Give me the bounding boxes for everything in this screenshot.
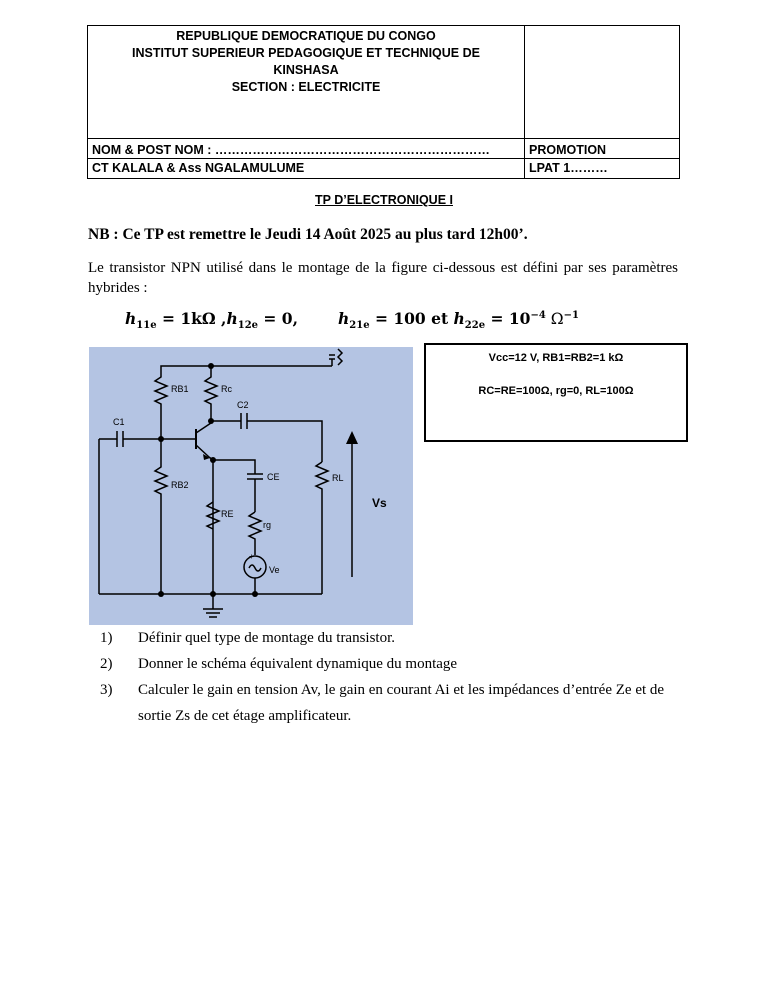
- label-c2: C2: [237, 400, 249, 410]
- intro-paragraph: Le transistor NPN utilisé dans le montage de la figure ci-dessous est défini par ses paramètres hybrides :: [88, 260, 678, 296]
- name-field: NOM & POST NOM : …………………………………………………………: [88, 139, 525, 159]
- circuit-background: [89, 347, 413, 625]
- questions-list: [100, 625, 685, 729]
- question-item: 2) Donner le schéma équivalent dynamique du montage: [100, 656, 458, 672]
- institution-cell: [88, 26, 525, 139]
- label-rb2: RB2: [171, 480, 189, 490]
- h21-param: $h_{21e} = 100$ et: [338, 309, 454, 332]
- question-item: 3) Calculer le gain en tension Av, le gain en courant Ai et les impédances d’entrée Ze et de sortie Zs de cet étage amplificateur.: [100, 682, 665, 724]
- h11-param: $h_{11e} = 1k\Omega$ ,: [125, 309, 227, 332]
- component-values-box: [424, 343, 688, 442]
- circuit-diagram: [89, 347, 413, 625]
- institution-line-2: INSTITUT SUPERIEUR PEDAGOGIQUE ET TECHNIQUE DE: [132, 46, 480, 60]
- label-rl: RL: [332, 473, 344, 483]
- institution-line-1: REPUBLIQUE DEMOCRATIQUE DU CONGO: [176, 29, 436, 43]
- teachers: CT KALALA & Ass NGALAMULUME: [88, 159, 525, 179]
- label-rb1: RB1: [171, 384, 189, 394]
- blank-cell: [525, 26, 680, 139]
- institution-line-3: KINSHASA: [273, 63, 339, 77]
- label-vs: Vs: [372, 496, 387, 510]
- nb-note: NB : Ce TP est remettre le Jeudi 14 Août 2025 au plus tard 12h00’.: [88, 226, 528, 243]
- question-item: 1) Définir quel type de montage du transistor.: [100, 630, 396, 646]
- label-rc: Rc: [221, 384, 232, 394]
- h12-param: $h_{12e} = 0$,: [226, 309, 298, 332]
- label-c1: C1: [113, 417, 125, 427]
- label-rg: rg: [263, 520, 272, 530]
- h22-param: $h_{22e} = 10^{-4}$ $\Omega^{-1}$: [453, 309, 579, 332]
- label-ce: CE: [267, 472, 280, 482]
- institution-line-4: SECTION : ELECTRICITE: [231, 80, 381, 94]
- values-line-2: RC=RE=100Ω, rg=0, RL=100Ω: [478, 385, 634, 397]
- svg-text:+: +: [249, 552, 254, 561]
- hybrid-parameters: [125, 309, 579, 331]
- label-ve: Ve: [269, 565, 280, 575]
- promotion-value: LPAT 1………: [525, 159, 680, 179]
- header-table: [87, 25, 680, 179]
- promotion-label: PROMOTION: [525, 139, 680, 159]
- tp-title: TP D’ELECTRONIQUE I: [315, 193, 453, 207]
- label-re: RE: [221, 509, 234, 519]
- values-line-1: Vcc=12 V, RB1=RB2=1 kΩ: [488, 352, 624, 364]
